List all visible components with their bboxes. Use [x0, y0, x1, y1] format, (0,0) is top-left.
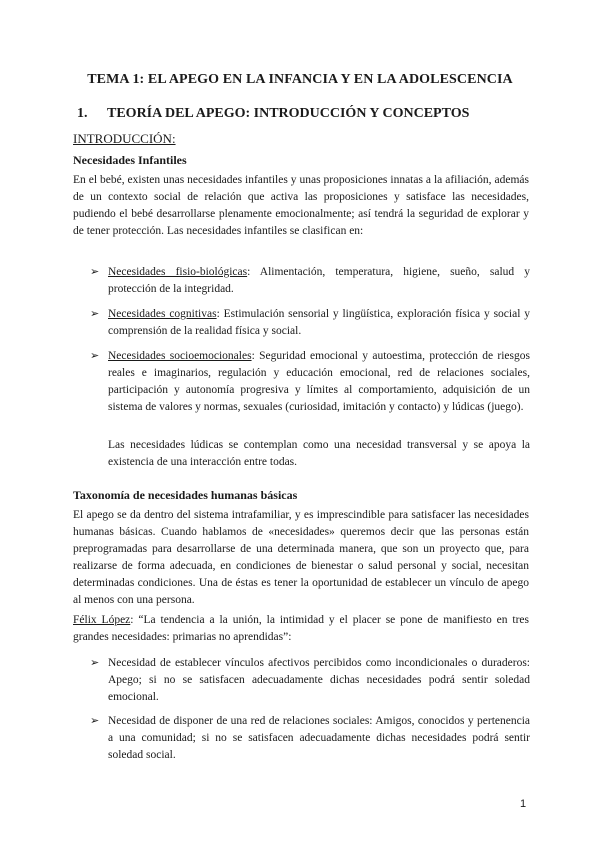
arrow-bullet-icon: ➢: [90, 350, 100, 362]
list-item: [90, 655, 530, 706]
taxonomy-heading: Taxonomía de necesidades humanas básicas: [73, 488, 298, 502]
page-number: 1: [520, 798, 527, 810]
section-heading: [77, 106, 469, 122]
section-title: TEORÍA DEL APEGO: INTRODUCCIÓN Y CONCEPTOS: [107, 106, 470, 121]
list-item: [90, 264, 530, 298]
list-item-text: Necesidad de establecer vínculos afectivos percibidos como incondicionales o duraderos: Apego; si no se satisfacen adecuadamente dichas necesidades podrá sentir soledad emocional.: [108, 657, 530, 703]
arrow-bullet-icon: ➢: [90, 657, 100, 669]
list-item-text: : Alimentación, temperatura, higiene, sueño, salud y protección de la integridad.: [108, 266, 530, 295]
arrow-bullet-icon: ➢: [90, 308, 100, 320]
list-item-term: Necesidades fisio-biológicas: [108, 266, 248, 278]
ludic-note: Las necesidades lúdicas se contemplan como una necesidad transversal y se apoya la existencia de una interacción entre todas.: [108, 439, 530, 468]
quote-paragraph: [73, 612, 529, 646]
list-item-term: Necesidades cognitivas: [108, 308, 217, 320]
taxonomy-paragraph: El apego se da dentro del sistema intrafamiliar, y es imprescindible para satisfacer las necesidades humanas básicas. Cuando hablamos de «necesidades» queremos decir que las personas están preprogramadas para desarrollarse de una determinada manera, que son un proyecto que, para realizarse de forma adecuada, en condiciones de bienestar o salud personal y social, necesitan determinadas condiciones. Una de éstas es tener la oportunidad de establecer un vínculo de apego al menos con una persona.: [73, 509, 529, 606]
needs-paragraph: En el bebé, existen unas necesidades infantiles y unas proposiciones innatas a la afiliación, además de un contexto social de relación que activa las proposiciones y satisface las necesidades, pudiendo el bebé desarrollarse plenamente emocionalmente; así tendrá la seguridad de explorar y de tener protección. Las necesidades infantiles se clasifican en:: [73, 174, 529, 237]
list-item: [90, 306, 530, 340]
list-item-text: Necesidad de disponer de una red de relaciones sociales: Amigos, conocidos y pertenencia a una comunidad; si no se satisfacen adecuadamente dichas necesidades podrá sentir soledad social.: [108, 715, 530, 761]
quote-author: Félix López: [73, 614, 131, 626]
quote-text: : “La tendencia a la unión, la intimidad y el placer se pone de manifiesto en tres grandes necesidades: primarias no aprendidas”:: [73, 614, 530, 643]
list-item-text: : Estimulación sensorial y lingüística, exploración física y social y comprensión de la realidad física y social.: [108, 308, 530, 337]
arrow-bullet-icon: ➢: [90, 266, 100, 278]
needs-heading: Necesidades Infantiles: [73, 153, 187, 167]
document-title: TEMA 1: EL APEGO EN LA INFANCIA Y EN LA ADOLESCENCIA: [87, 72, 513, 87]
list-item: [90, 348, 530, 416]
list-item: [90, 713, 530, 764]
list-item-text: : Seguridad emocional y autoestima, protección de riesgos reales e imaginarios, regulación y educación emocional, red de relaciones sociales, participación y autonomía progresiva y límites al comportamiento, adquisición de un sistema de valores y normas, sexuales (curiosidad, imitación y contacto) y lúdicas (juego).: [108, 350, 530, 413]
arrow-bullet-icon: ➢: [90, 715, 100, 727]
section-number: 1.: [77, 106, 88, 121]
list-item-term: Necesidades socioemocionales: [108, 350, 252, 362]
intro-heading: INTRODUCCIÓN:: [73, 131, 176, 146]
